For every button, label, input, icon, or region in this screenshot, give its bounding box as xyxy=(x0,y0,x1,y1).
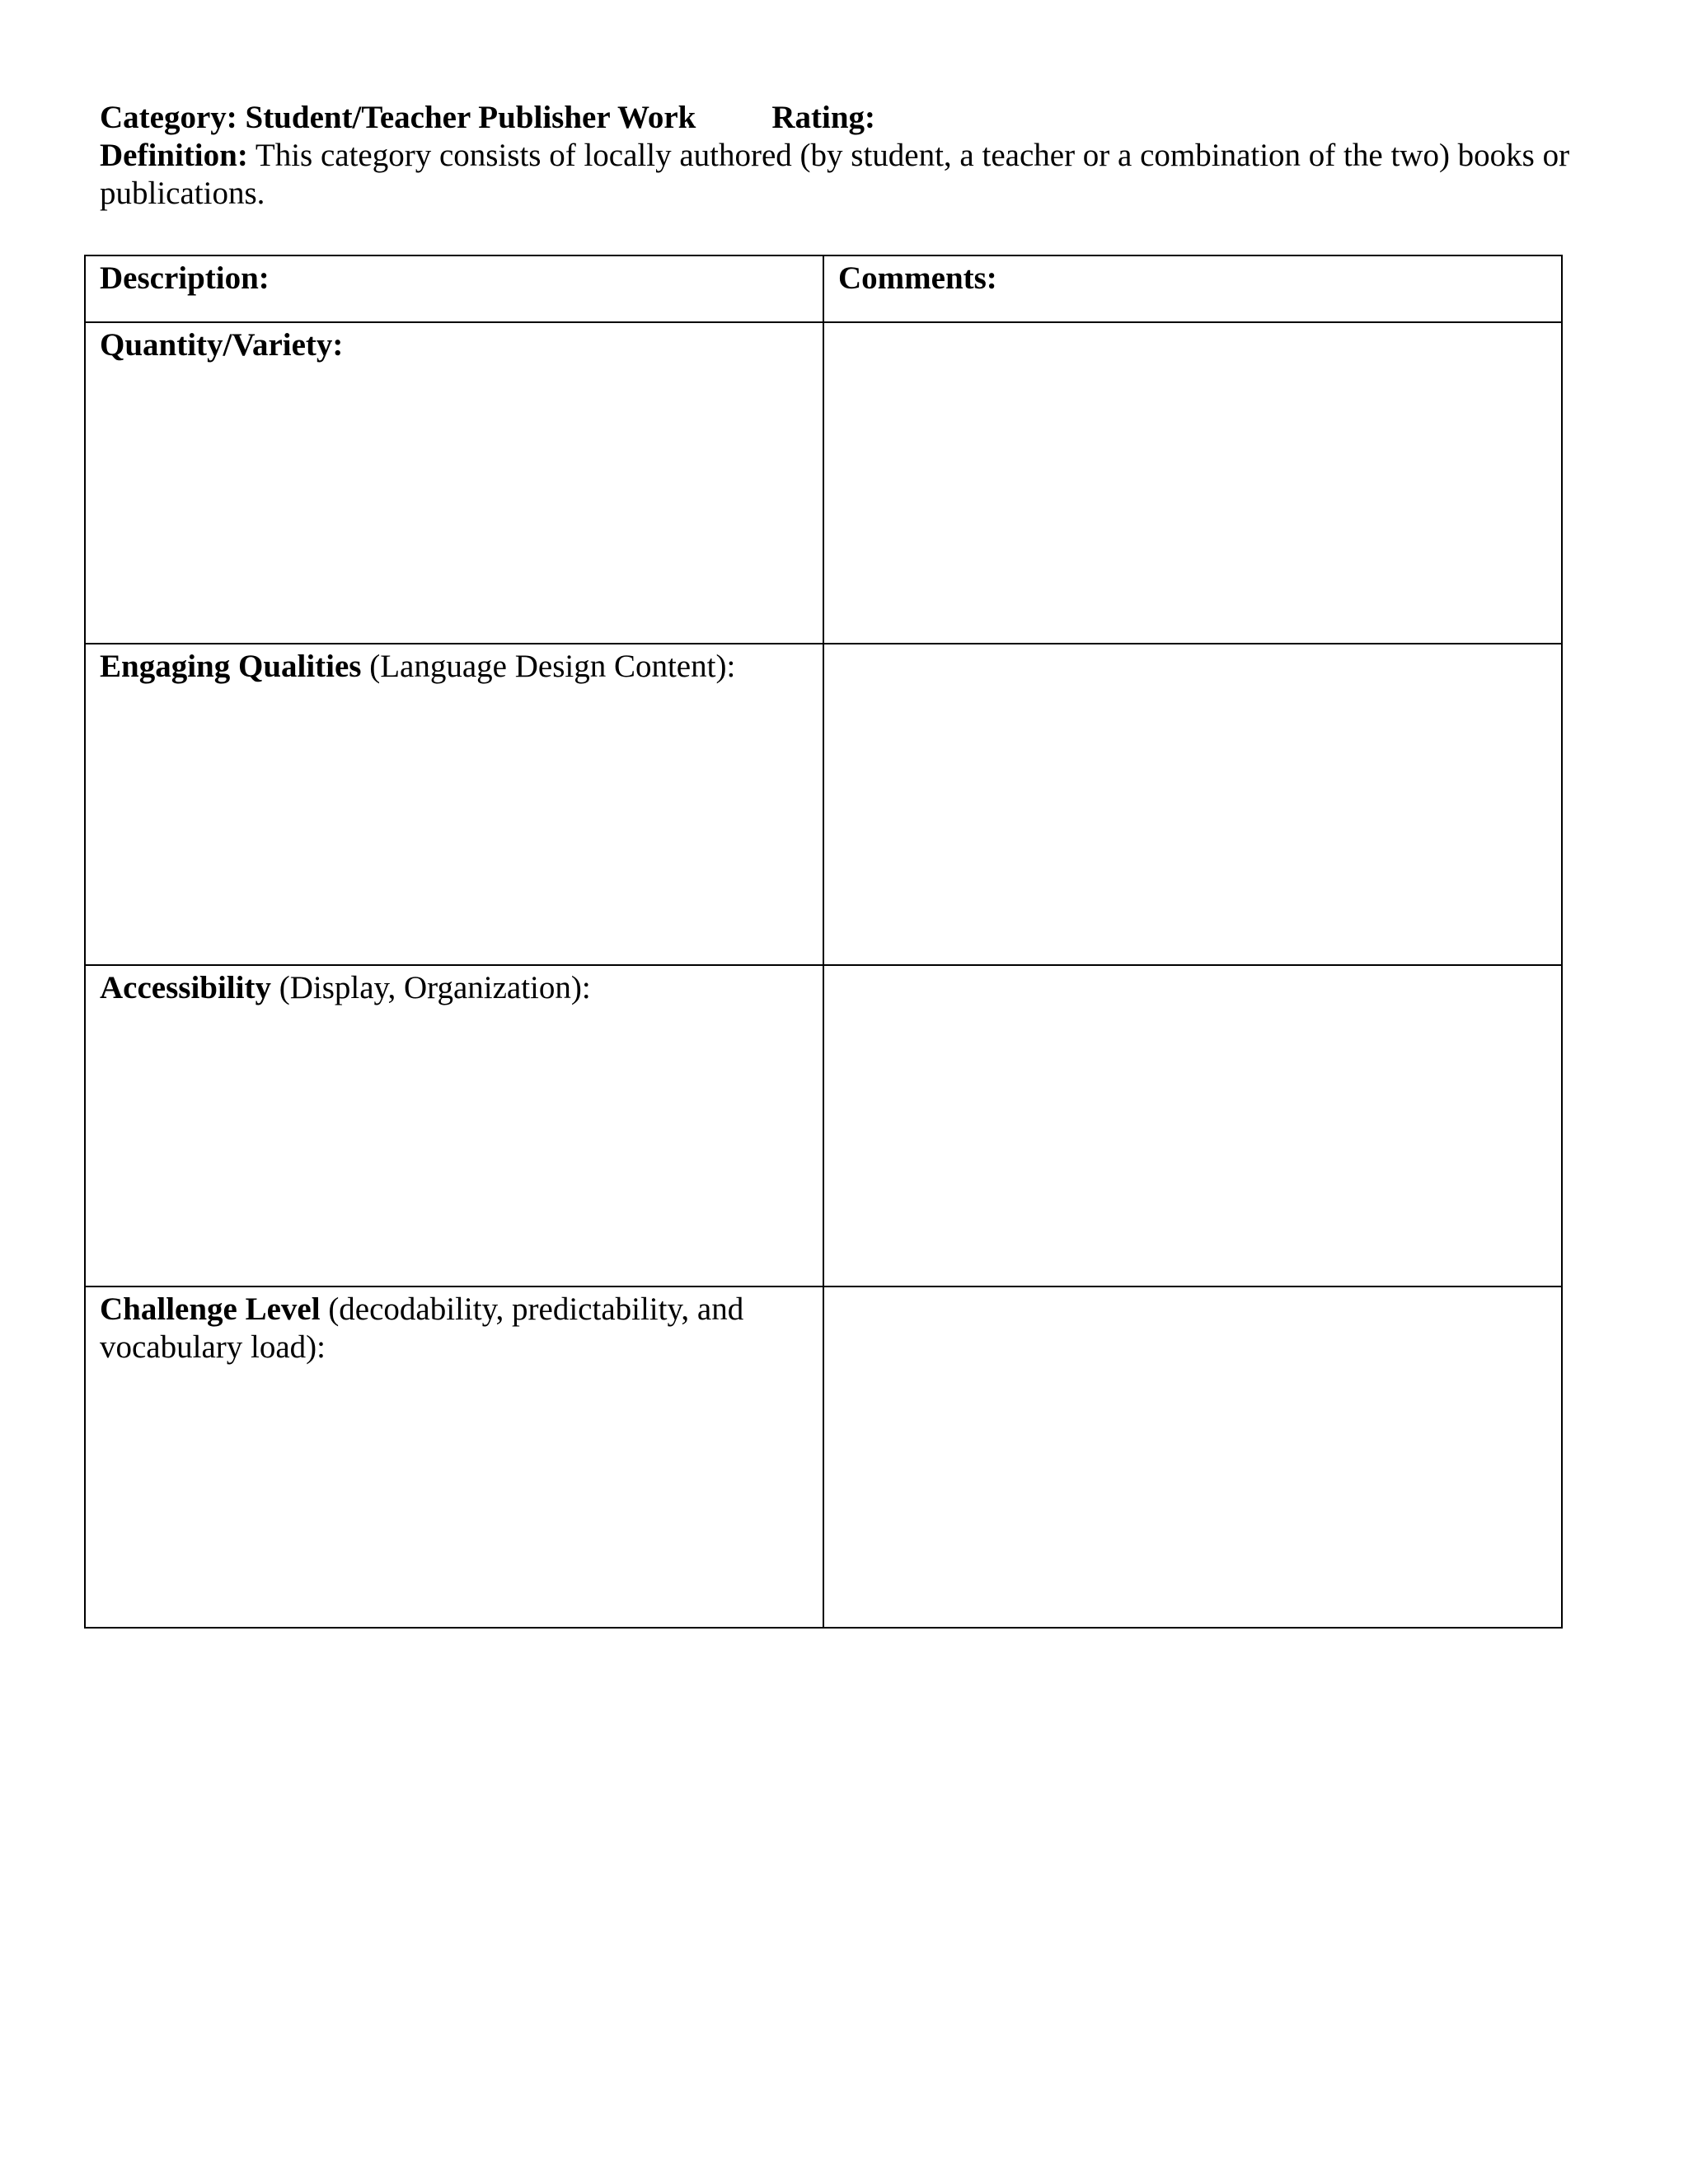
comments-header: Comments: xyxy=(823,255,1562,322)
row-description-engaging-qualities xyxy=(85,644,823,965)
definition-text: This category consists of locally authored (by student, a teacher or a combination of the two) books or publications. xyxy=(100,138,1570,211)
definition-label: Definition: xyxy=(100,138,248,173)
row-label: Challenge Level xyxy=(100,1291,321,1327)
category-line xyxy=(100,99,1583,137)
comment-cell-accessibility[interactable] xyxy=(823,965,1562,1286)
table-row xyxy=(85,644,1562,965)
rating-label: Rating: xyxy=(771,100,876,135)
row-description-challenge-level xyxy=(85,1286,823,1628)
comment-cell-challenge-level[interactable] xyxy=(823,1286,1562,1628)
row-label: Accessibility xyxy=(100,970,271,1005)
row-detail: (decodability, predictability, and vocabulary load): xyxy=(100,1291,744,1365)
comment-cell-engaging-qualities[interactable] xyxy=(823,644,1562,965)
row-description-accessibility xyxy=(85,965,823,1286)
table-row xyxy=(85,322,1562,644)
row-detail: (Display, Organization): xyxy=(270,970,591,1005)
description-header: Description: xyxy=(85,255,823,322)
table-row xyxy=(85,1286,1562,1628)
category-label: Category: Student/Teacher Publisher Work xyxy=(100,100,696,135)
definition-line xyxy=(100,137,1583,213)
table-row xyxy=(85,965,1562,1286)
evaluation-table xyxy=(84,255,1563,1629)
row-description-quantity-variety xyxy=(85,322,823,644)
row-label: Engaging Qualities xyxy=(100,649,362,684)
comment-cell-quantity-variety[interactable] xyxy=(823,322,1562,644)
table-header-row xyxy=(85,255,1562,322)
row-detail: (Language Design Content): xyxy=(361,649,736,684)
form-header xyxy=(100,99,1583,213)
row-label: Quantity/Variety: xyxy=(100,327,344,363)
